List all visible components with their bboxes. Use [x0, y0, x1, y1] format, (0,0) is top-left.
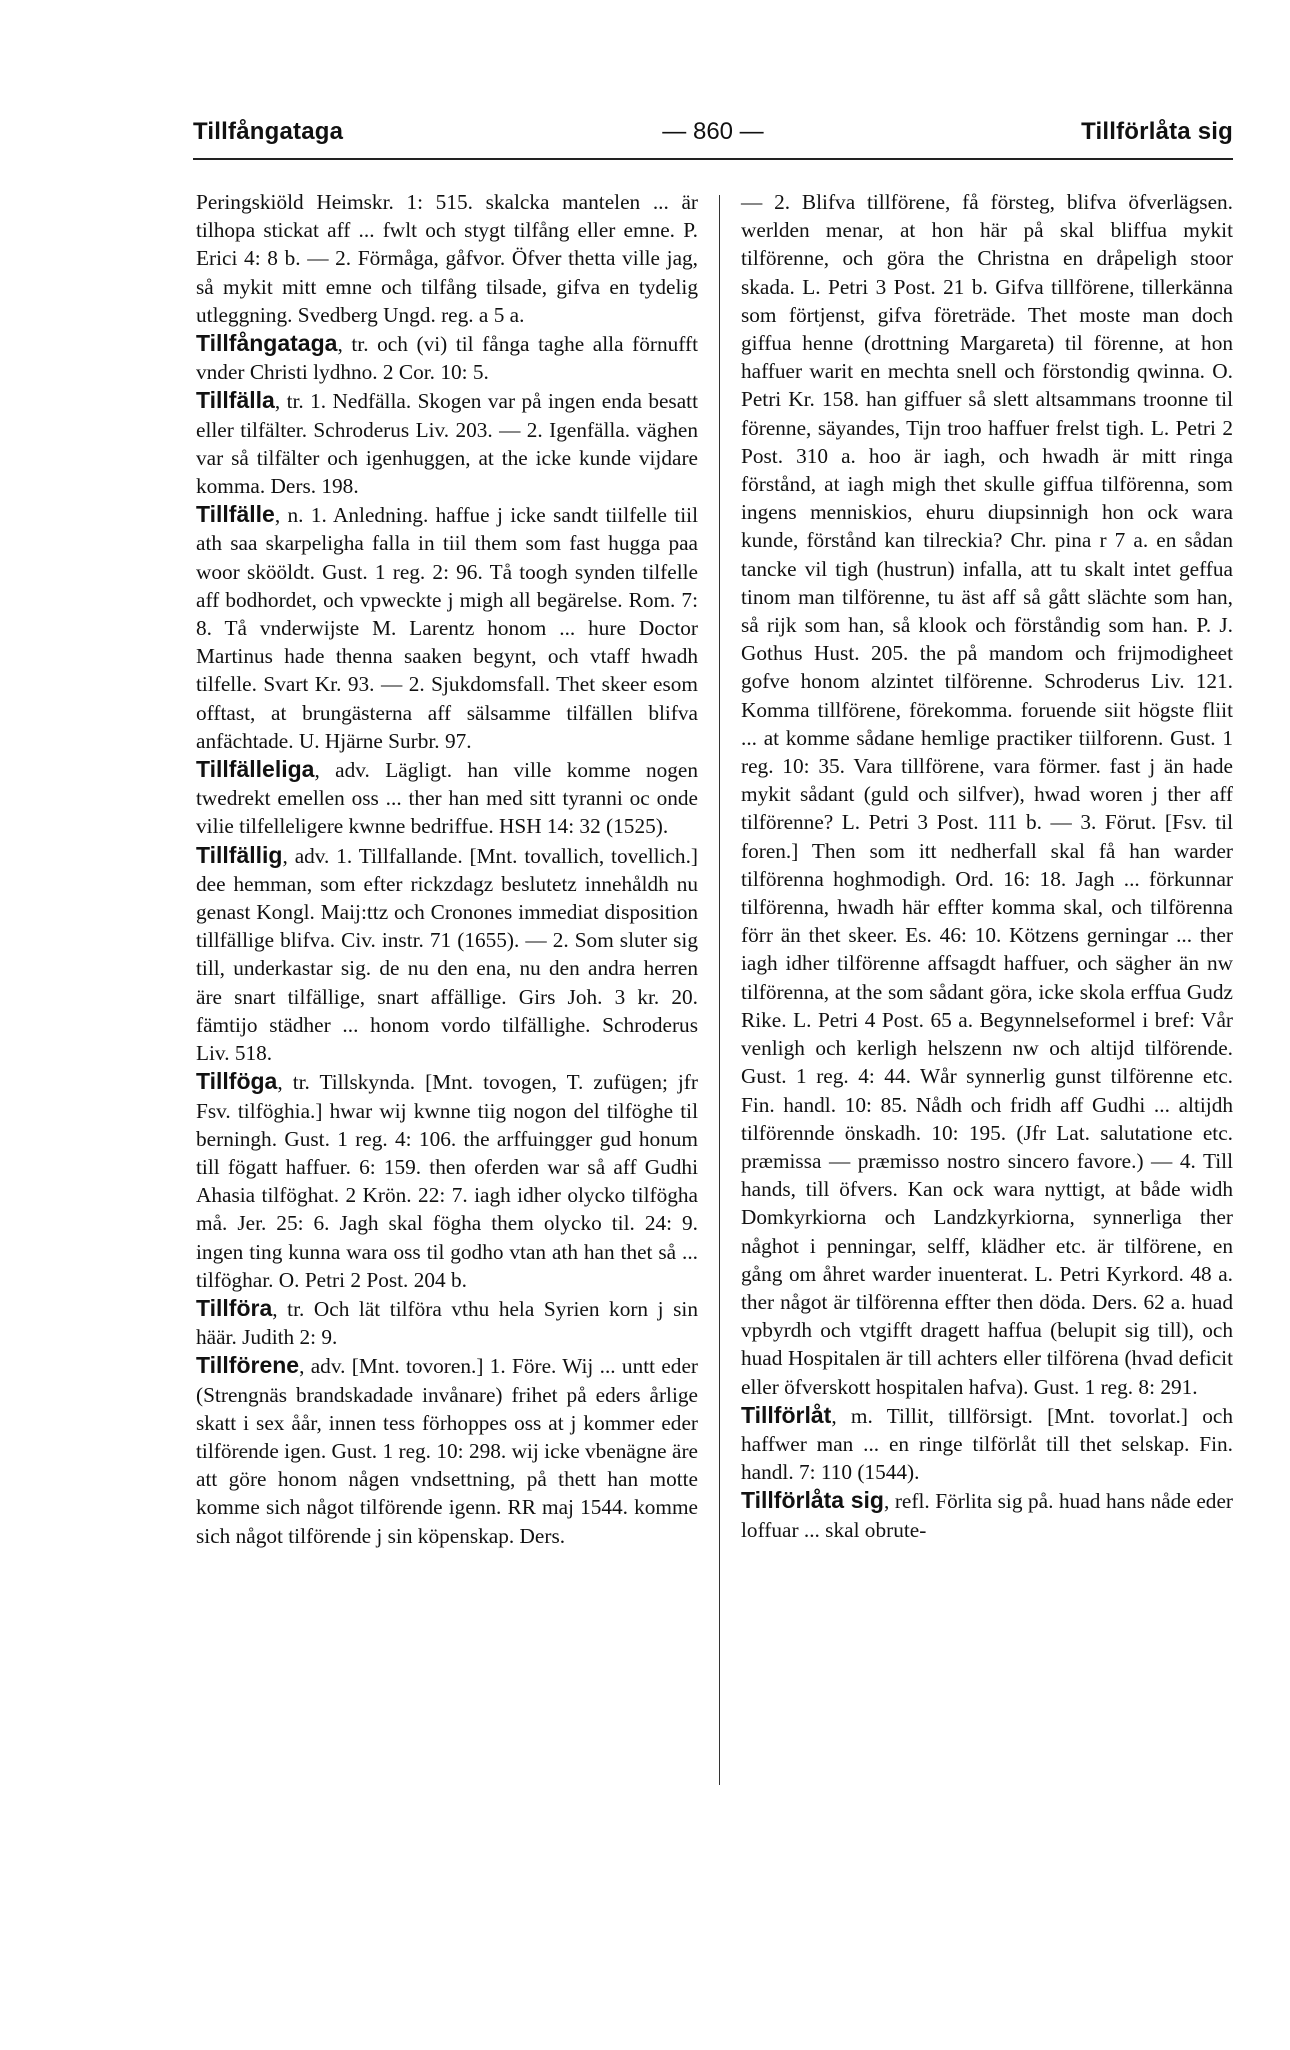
column-divider	[719, 195, 720, 1785]
headword: Tillfälleliga	[196, 756, 315, 783]
running-header	[193, 118, 1233, 158]
left-column	[196, 188, 698, 1550]
headword: Tillfångataga	[196, 330, 338, 357]
entry-tillfalla: Tillfälla, tr. 1. Nedfälla. Skogen var på ingen enda besatt eller tilfälter. Schroderus Liv. 203. — 2. Igenfälla. väghen var så tilfälter och igenhuggen, at the icke kunde vijdare komma. Ders. 198.	[196, 387, 698, 499]
headword: Tillfälle	[196, 501, 275, 528]
entry-tillfangataga: Tillfångataga, tr. och (vi) til fånga taghe alla förnufft vnder Christi lydhno. 2 Cor. 10: 5.	[196, 330, 698, 385]
entry-tillfoga: Tillföga, tr. Tillskynda. [Mnt. tovogen, T. zufügen; jfr Fsv. tilföghia.] hwar wij kwnne tiig nogon del tilföghe til berningh. Gust. 1 reg. 4: 106. the arffuingger gud honum till fögatt haffuer. 6: 159. then oferden war så aff Gudhi Ahasia tilföghat. 2 Krön. 22: 7. iagh idher olycko tilfögha må. Jer. 25: 6. Jagh skal fögha them olycko til. 24: 9. ingen ting kunna wara oss til godho vtan ath han thet så ... tilföghar. O. Petri 2 Post. 204 b.	[196, 1068, 698, 1292]
right-column	[741, 188, 1233, 1544]
headword: Tillförlåta sig	[741, 1487, 884, 1514]
headword: Tillföra	[196, 1294, 273, 1321]
headword: Tillförlåt	[741, 1401, 832, 1428]
headword: Tillfällig	[196, 841, 283, 868]
header-rule	[193, 158, 1233, 160]
entry-tillforene: Tillförene, adv. [Mnt. tovoren.] 1. Före. Wij ... untt eder (Strengnäs brandskadade invånare) frihet på eders årlige skatt i sex åår, innen tess förhoppes oss at j kommer eder tilförende igen. Gust. 1 reg. 10: 298. wij icke vbenägne äre att göre honom någen vndsettning, på thett han motte komme sich något tilförende igenn. RR maj 1544. komme sich något tilförende j sin köpenskap. Ders.	[196, 1352, 698, 1548]
header-left-headword: Tillfångataga	[193, 118, 344, 145]
entry-tillfallig: Tillfällig, adv. 1. Tillfallande. [Mnt. tovallich, tovellich.] dee hemman, som efter rickzdagz beslutetz innehåldh nu genast Kongl. Maij:ttz och Cronones immediat disposition tillfällige blifva. Civ. instr. 71 (1655). — 2. Som sluter sig till, underkastar sig. de nu den ena, nu den andra herren äre snart tilfällige, snart affällige. Girs Joh. 3 kr. 20. fämtijo städher ... honom vordo tilfällighe. Schroderus Liv. 518.	[196, 841, 698, 1066]
header-right-headword: Tillförlåta sig	[1081, 118, 1233, 145]
headword: Tillfälla	[196, 387, 275, 414]
headword: Tillföga	[196, 1068, 278, 1095]
entry-tillfora: Tillföra, tr. Och lät tilföra vthu hela Syrien korn j sin häär. Judith 2: 9.	[196, 1294, 698, 1350]
entry-continuation: Peringskiöld Heimskr. 1: 515. skalcka mantelen ... är tilhopa stickat aff ... fwlt och stygt tilfång eller emne. P. Erici 4: 8 b. — 2. Förmåga, gåfvor. Öfver thetta ville jag, så mykit mitt emne och tilfång tilsade, gifva en tydelig utleggning. Svedberg Ungd. reg. a 5 a.	[196, 190, 698, 327]
page-number: — 860 —	[662, 118, 764, 145]
entry-tillfalleliga: Tillfälleliga, adv. Lägligt. han ville komme nogen twedrekt emellen oss ... ther han med sitt tyranni oc onde vilie tilfelleligere kwnne bedriffue. HSH 14: 32 (1525).	[196, 756, 698, 839]
entry-tillforlata-sig: Tillförlåta sig, refl. Förlita sig på. huad hans nåde eder loffuar ... skal obrute-	[741, 1487, 1233, 1542]
entry-tillforlat: Tillförlåt, m. Tillit, tillförsigt. [Mnt. tovorlat.] och haffwer man ... en ringe tilförlåt till thet selskap. Fin. handl. 7: 110 (1544).	[741, 1401, 1233, 1485]
headword: Tillförene	[196, 1352, 300, 1379]
entry-tillforene-cont: — 2. Blifva tillförene, få försteg, blifva öfverlägsen. werlden menar, at hon här på skal bliffua mykit tilförenne, och göra the Christna en dråpeligh stoor skada. L. Petri 3 Post. 21 b. Gifva tillförene, tillerkänna som förtjenst, gifva företräde. Thet moste man doch giffua henne (drottning Margareta) til förenne, at hon haffuer warit en mechta snell och förstondig qwinna. O. Petri Kr. 158. han giffuer så slett altsammans troonne til förenne, säyandes, Tijn troo haffuer frelst tigh. L. Petri 2 Post. 310 a. hoo är iagh, och hwadh är mitt ringa förstånd, at iagh migh thet skulle giffua tilförenna, som ingens menniskios, ehuru diupsinnigh hon ock wara kunde, förstånd kan tilreckia? Chr. pina r 7 a. en sådan tancke vil tigh (hustrun) infalla, att tu skalt intet geffua tinom man tilförenne, tu äst aff så gått slächte som han, så rijk som han, så klook och förståndig som han. P. J. Gothus Hust. 205. the på mandom och frijmodigheet gofve honom alzintet tilförenne. Schroderus Liv. 121. Komma tillförene, förekomma. foruende siit högste fliit ... at komme sådane hemlige practiker tiilforenn. Gust. 1 reg. 10: 35. Vara tillförene, vara förmer. fast j än hade mykit sådant (guld och silfver), hwad woren j ther aff tilförenne? L. Petri 3 Post. 111 b. — 3. Förut. [Fsv. til foren.] Then som itt nedherfall skal få han warder tilförenna hoghmodigh. Ord. 16: 18. Jagh ... förkunnar tilförenna, hwadh här effter komma skal, och tilförenna förr än thet skeer. Es. 46: 10. Kötzens gerningar ... ther iagh idher tilförenne affsagdt haffuer, och sägher än nw tilförenna, at the som sådant göra, icke skola erffua Gudz Rike. L. Petri 4 Post. 65 a. Begynnelseformel i bref: Vår venligh och kerligh helszenn nw och altijd tilförende. Gust. 1 reg. 4: 44. Wår synnerlig gunst tilförenne etc. Fin. handl. 10: 85. Nådh och fridh aff Gudhi ... altijdh tilförennde önskadh. 10: 195. (Jfr Lat. salutatione etc. præmissa — præmisso nostro sincero favore.) — 4. Till hands, till öfvers. Kan ock wara nyttigt, at både widh Domkyrkiorna och Landzkyrkiorna, synnerliga ther någhot i penningar, selff, klädher etc. är tilförene, en gång om åhret warder inuenterat. L. Petri Kyrkord. 48 a. ther något är tilförenna effter then döda. Ders. 62 a. huad vpbyrdh och vtgifft dragett haffua (belupit sig till), och huad Hospitalen är till achters eller tilförena (hvad deficit eller öfverskott hospitalen hafva). Gust. 1 reg. 8: 291.	[741, 190, 1233, 1399]
entry-tillfalle: Tillfälle, n. 1. Anledning. haffue j icke sandt tiilfelle tiil ath saa skarpeligha falla in tiil them som fast hugga paa woor skööldt. Gust. 1 reg. 2: 96. Tå toogh synden tilfelle aff bodhordet, och vpweckte j migh all begärelse. Rom. 7: 8. Tå vnderwijste M. Larentz honom ... hure Doctor Martinus hade thenna saaken begynt, och vtaff hwadh tilfelle. Svart Kr. 93. — 2. Sjukdomsfall. Thet skeer esom offtast, at brungästerna aff sälsamme tilfällen blifva anfächtade. U. Hjärne Surbr. 97.	[196, 501, 698, 753]
